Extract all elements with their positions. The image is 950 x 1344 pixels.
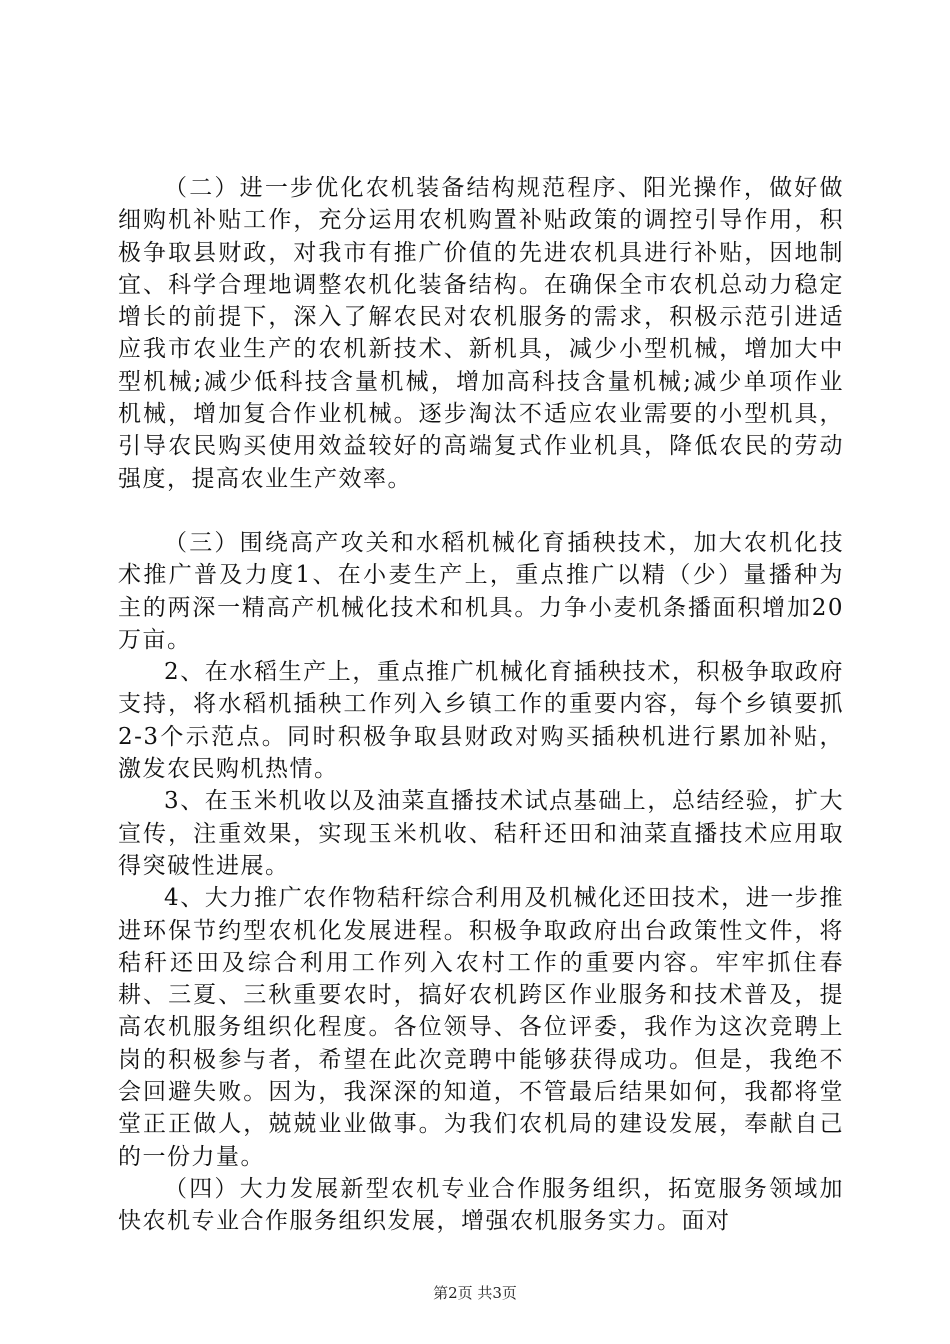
paragraph-item-4: 4、大力推广农作物秸秆综合利用及机械化还田技术，进一步推进环保节约型农机化发展进程。积极争取政府出台政策性文件，将秸秆还田及综合利用工作列入农村工作的重要内容。牢牢抓住春耕、三夏、三秋重要农时，搞好农机跨区作业服务和技术普及，提高农机服务组织化程度。各位领导、各位评委，我作为这次竞聘上岗的积极参与者，希望在此次竞聘中能够获得成功。但是，我绝不会回避失败。因为，我深深的知道，不管最后结果如何，我都将堂堂正正做人，兢兢业业做事。为我们农机局的建设发展，奉献自己的一份力量。 xyxy=(118,885,844,1170)
paragraph-item-3: 3、在玉米机收以及油菜直播技术试点基础上，总结经验，扩大宣传，注重效果，实现玉米机收、秸秆还田和油菜直播技术应用取得突破性进展。 xyxy=(118,788,844,879)
paragraph-section-3: （三）围绕高产攻关和水稻机械化育插秧技术，加大农机化技术推广普及力度1、在小麦生产上，重点推广以精（少）量播种为主的两深一精高产机械化技术和机具。力争小麦机条播面积增加20万亩。 xyxy=(118,529,844,653)
document-body xyxy=(118,172,844,1238)
paragraph-section-4: （四）大力发展新型农机专业合作服务组织，拓宽服务领域加快农机专业合作服务组织发展，增强农机服务实力。面对 xyxy=(118,1175,844,1235)
paragraph-item-2: 2、在水稻生产上，重点推广机械化育插秧技术，积极争取政府支持，将水稻机插秧工作列入乡镇工作的重要内容，每个乡镇要抓2-3个示范点。同时积极争取县财政对购买插秧机进行累加补贴，激发农民购机热情。 xyxy=(118,659,844,783)
page-footer: 第2页 共3页 xyxy=(433,1284,517,1302)
paragraph-section-2: （二）进一步优化农机装备结构规范程序、阳光操作，做好做细购机补贴工作，充分运用农机购置补贴政策的调控引导作用，积极争取县财政，对我市有推广价值的先进农机具进行补贴，因地制宜、科学合理地调整农机化装备结构。在确保全市农机总动力稳定增长的前提下，深入了解农民对农机服务的需求，积极示范引进适应我市农业生产的农机新技术、新机具，减少小型机械，增加大中型机械;减少低科技含量机械，增加高科技含量机械;减少单项作业机械，增加复合作业机械。逐步淘汰不适应农业需要的小型机具，引导农民购买使用效益较好的高端复式作业机具，降低农民的劳动强度，提高农业生产效率。 xyxy=(118,175,844,492)
